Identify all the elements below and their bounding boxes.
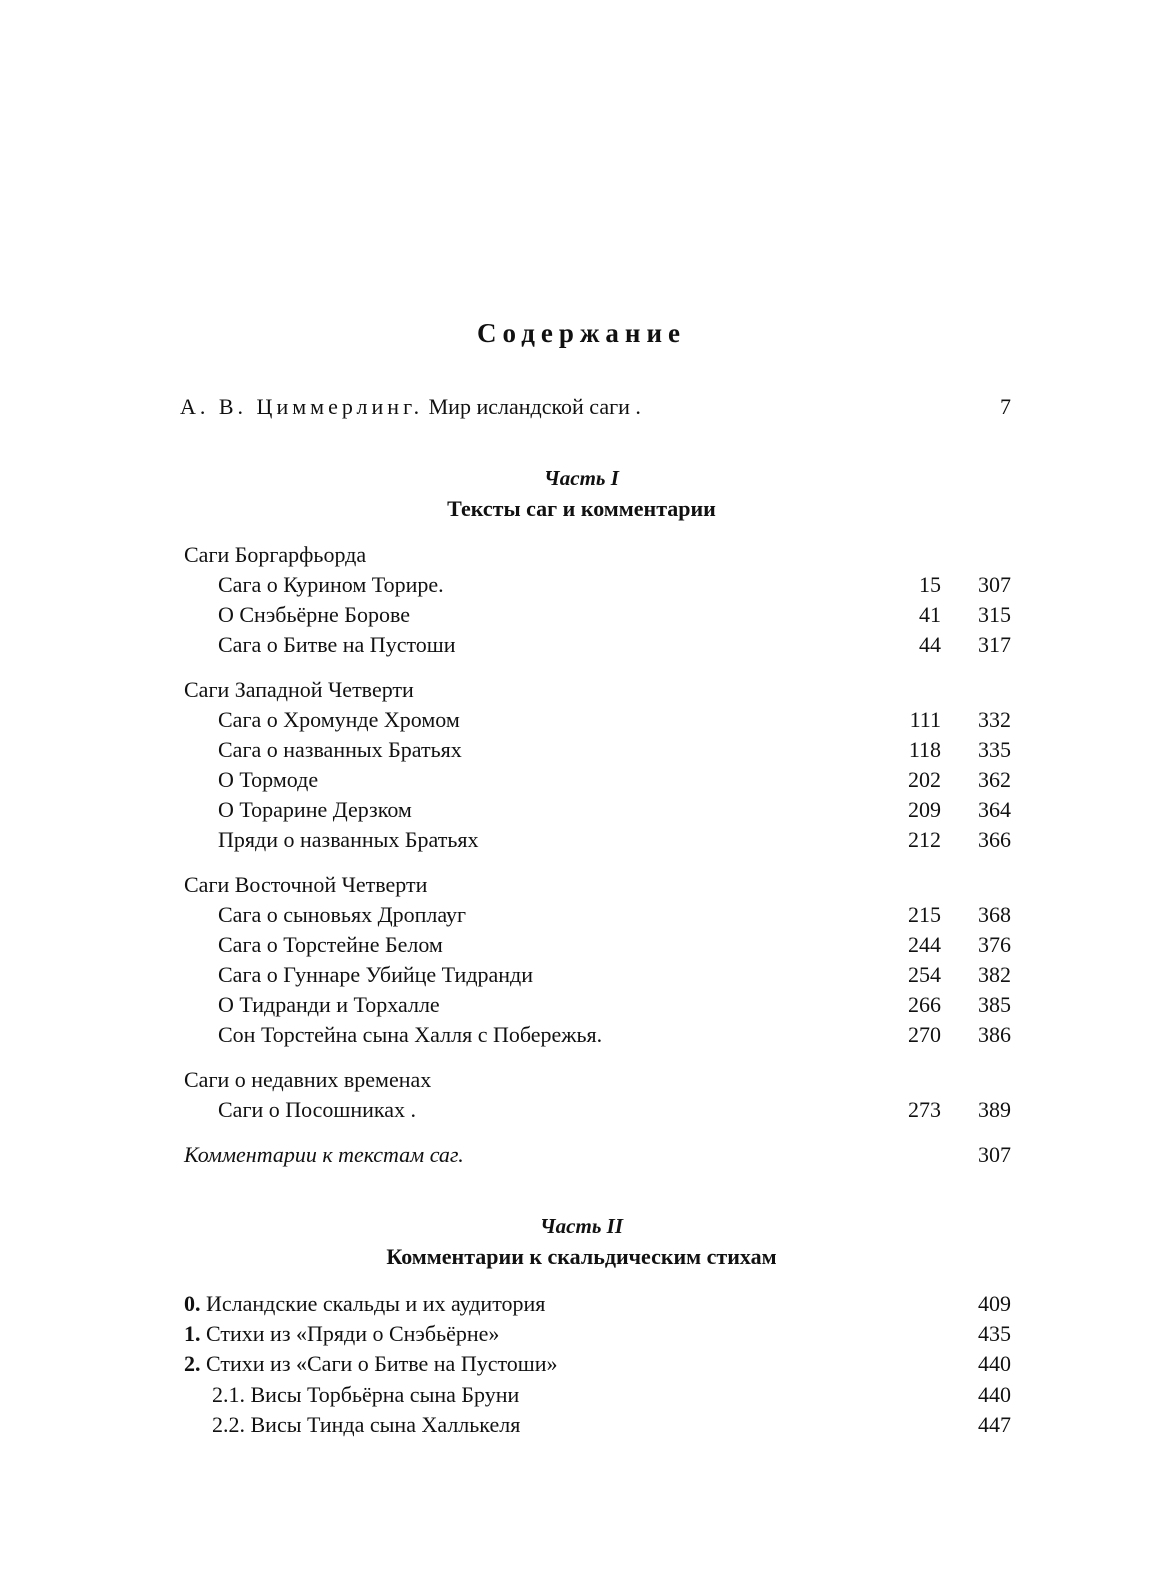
- group-heading: [0, 870, 1163, 900]
- toc-entry[interactable]: [0, 1095, 1163, 1125]
- entry-page: 435: [978, 1321, 1011, 1346]
- toc-entry[interactable]: [0, 795, 1163, 825]
- entry-title: Сага о Гуннаре Убийце Тидранди: [218, 962, 534, 987]
- toc-entry[interactable]: [0, 1289, 1163, 1319]
- entry-comment-page: 389: [978, 1097, 1011, 1122]
- toc-entry[interactable]: [0, 600, 1163, 630]
- entry-comment-page: 332: [978, 707, 1011, 732]
- entry-comment-page: 364: [978, 797, 1011, 822]
- toc-entry[interactable]: [0, 1380, 1163, 1410]
- toc-entry[interactable]: [0, 1020, 1163, 1050]
- entry-number: 0.: [184, 1291, 201, 1316]
- entry-title: О Торарине Дерзком: [218, 797, 412, 822]
- toc-entry-commentary[interactable]: [0, 1140, 1163, 1170]
- entry-title: Стихи из «Саги о Битве на Пустоши»: [206, 1351, 558, 1376]
- entry-comment-page: 385: [978, 992, 1011, 1017]
- entry-line: [212, 1410, 520, 1440]
- toc-entry[interactable]: [0, 960, 1163, 990]
- entry-title: Висы Торбьёрна сына Бруни: [250, 1382, 520, 1407]
- toc-entry[interactable]: [0, 1319, 1163, 1349]
- entry-page: 254: [908, 962, 941, 987]
- toc-entry[interactable]: [0, 1349, 1163, 1379]
- toc-entry[interactable]: [0, 930, 1163, 960]
- intro-title: Мир исландской саги .: [428, 394, 641, 419]
- entry-comment-page: 366: [978, 827, 1011, 852]
- entry-title: О Снэбьёрне Борове: [218, 602, 410, 627]
- toc-entry[interactable]: [0, 735, 1163, 765]
- entry-line: [184, 1319, 499, 1349]
- toc-heading: Содержание: [476, 318, 687, 348]
- toc-entry[interactable]: [0, 1410, 1163, 1440]
- entry-page: 44: [919, 632, 941, 657]
- entry-title: Сага о Битве на Пустоши: [218, 632, 456, 657]
- entry-page: 447: [978, 1412, 1011, 1437]
- group-title: Саги Восточной Четверти: [184, 872, 428, 897]
- toc-entry[interactable]: [0, 630, 1163, 660]
- part1-label: Часть I: [544, 466, 619, 490]
- entry-line: [184, 1349, 558, 1379]
- entry-number: 2.1.: [212, 1382, 245, 1407]
- entry-title: Сага о Курином Торире.: [218, 572, 444, 597]
- entry-title: Саги о Посошниках .: [218, 1097, 417, 1122]
- toc-entry[interactable]: [0, 765, 1163, 795]
- entry-page: 215: [908, 902, 941, 927]
- group-heading: [0, 540, 1163, 570]
- entry-page: 212: [908, 827, 941, 852]
- toc-entry[interactable]: [0, 705, 1163, 735]
- entry-page: 270: [908, 1022, 941, 1047]
- toc-entry[interactable]: [0, 900, 1163, 930]
- toc-entry[interactable]: [0, 825, 1163, 855]
- intro-page: 7: [1000, 394, 1011, 419]
- entry-title: Сага о Торстейне Белом: [218, 932, 443, 957]
- entry-number: 1.: [184, 1321, 201, 1346]
- entry-number: 2.2.: [212, 1412, 245, 1437]
- entry-title: О Тормоде: [218, 767, 319, 792]
- entry-comment-page: 362: [978, 767, 1011, 792]
- entry-comment-page: 386: [978, 1022, 1011, 1047]
- toc-entry[interactable]: [0, 570, 1163, 600]
- group-heading: [0, 675, 1163, 705]
- entry-page: 118: [908, 737, 941, 762]
- entry-line: [184, 1289, 545, 1319]
- entry-title: Исландские скальды и их аудитория: [206, 1291, 546, 1316]
- entry-comment-page: 317: [978, 632, 1011, 657]
- entry-page: 202: [908, 767, 941, 792]
- commentary-title: Комментарии к текстам саг.: [184, 1142, 464, 1167]
- entry-page: 440: [978, 1351, 1011, 1376]
- group-title: Саги Западной Четверти: [184, 677, 414, 702]
- entry-page: 409: [978, 1291, 1011, 1316]
- entry-page: 15: [919, 572, 941, 597]
- entry-page: 111: [909, 707, 941, 732]
- toc-entry[interactable]: [0, 990, 1163, 1020]
- entry-comment-page: 307: [978, 572, 1011, 597]
- intro-author: А. В. Циммерлинг.: [180, 394, 424, 419]
- commentary-page: 307: [978, 1142, 1011, 1167]
- entry-page: 209: [908, 797, 941, 822]
- entry-title: Сон Торстейна сына Халля с Побережья.: [218, 1022, 603, 1047]
- entry-comment-page: 376: [978, 932, 1011, 957]
- toc-entry-intro[interactable]: [0, 392, 1163, 422]
- group-heading: [0, 1065, 1163, 1095]
- entry-comment-page: 382: [978, 962, 1011, 987]
- entry-title: О Тидранди и Торхалле: [218, 992, 440, 1017]
- entry-comment-page: 335: [978, 737, 1011, 762]
- entry-title: Пряди о названных Братьях: [218, 827, 479, 852]
- intro-line: [180, 392, 641, 422]
- part1-title: Тексты саг и комментарии: [447, 496, 716, 521]
- entry-line: [212, 1380, 519, 1410]
- entry-comment-page: 315: [978, 602, 1011, 627]
- entry-title: Висы Тинда сына Халлькеля: [250, 1412, 521, 1437]
- entry-title: Стихи из «Пряди о Снэбьёрне»: [206, 1321, 500, 1346]
- entry-page: 244: [908, 932, 941, 957]
- entry-number: 2.: [184, 1351, 201, 1376]
- part2-label: Часть II: [539, 1214, 624, 1238]
- entry-page: 41: [919, 602, 941, 627]
- entry-title: Сага о сыновьях Дроплауг: [218, 902, 467, 927]
- entry-page: 440: [978, 1382, 1011, 1407]
- entry-title: Сага о названных Братьях: [218, 737, 462, 762]
- group-title: Саги о недавних временах: [184, 1067, 432, 1092]
- entry-comment-page: 368: [978, 902, 1011, 927]
- entry-title: Сага о Хромунде Хромом: [218, 707, 460, 732]
- group-title: Саги Боргарфьорда: [184, 542, 367, 567]
- entry-page: 273: [908, 1097, 941, 1122]
- entry-page: 266: [908, 992, 941, 1017]
- part2-title: Комментарии к скальдическим стихам: [386, 1244, 777, 1269]
